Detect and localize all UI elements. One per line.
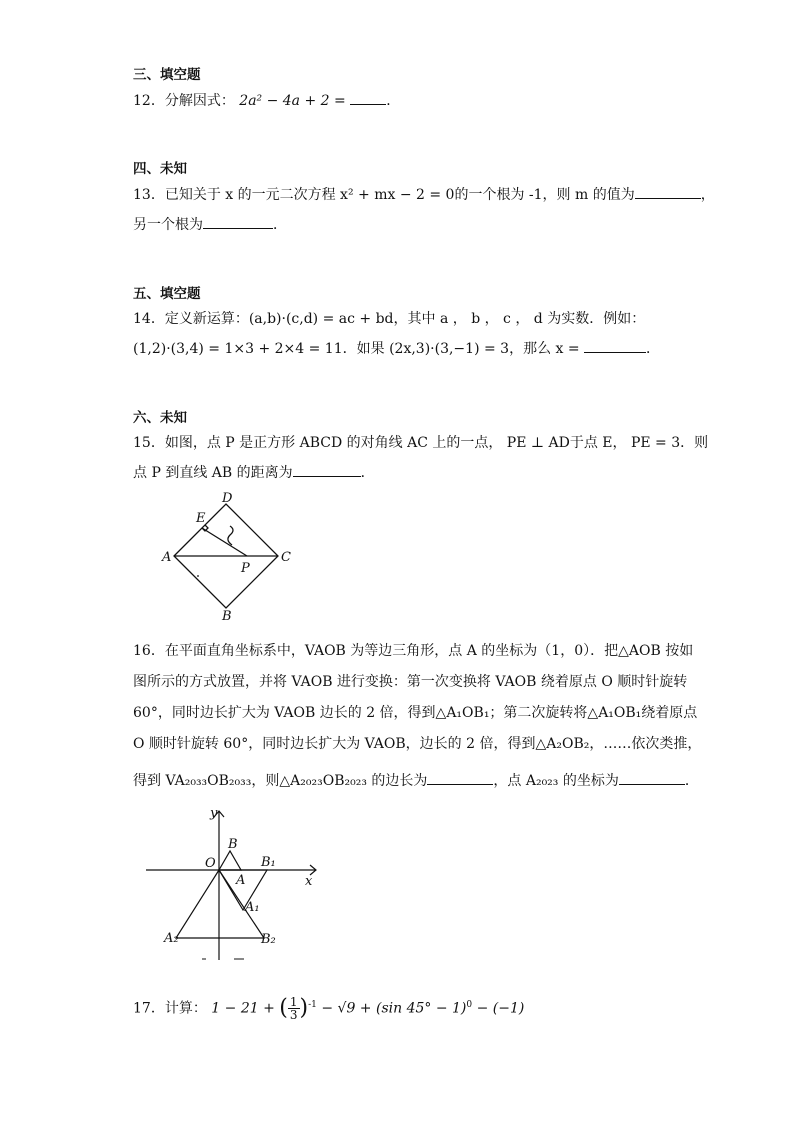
section-title-3: 三、填空题 (133, 67, 201, 83)
q13-text-2-end: ． (273, 217, 287, 233)
label-b2: B₂ (261, 932, 276, 947)
question-17 (133, 990, 525, 1023)
question-12 (133, 90, 400, 110)
q16-text-5a: 得到 VA₂₀₃₃OB₂₀₃₃，则△A₂₀₂₃OB₂₀₂₃ 的边长为 (133, 773, 428, 789)
question-13-line-2 (133, 214, 287, 234)
question-14-line-2 (133, 338, 660, 358)
q16-text-5b: ，点 A₂₀₂₃ 的坐标为 (493, 773, 619, 789)
stray-dot (197, 575, 199, 577)
q17-text: 17．计算： (133, 1000, 207, 1017)
question-16-line-3: 60°，同时边长扩大为 VAOB 边长的 2 倍，得到△A₁OB₁；第二次旋转将△A₁OB₁绕着原点 (133, 705, 698, 721)
q15-text-2-end: ． (360, 465, 375, 481)
q12-expression: 2a² − 4a + 2 = (239, 93, 346, 109)
q17-paren-open: ( (279, 995, 288, 1021)
q12-text: 分解因式： (164, 93, 235, 109)
q13-text-1-end: ， (700, 187, 715, 203)
q15-text-2: 点 P 到直线 AB 的距离为 (133, 465, 293, 481)
q17-expr-pre: 1 − 21 + (211, 1000, 275, 1017)
segment-pe (202, 528, 247, 556)
label-d: D (222, 491, 233, 506)
label-b: B (228, 837, 238, 852)
label-y-axis: y (210, 806, 218, 821)
question-14-line-1: 14．定义新运算：(a,b)·(c,d) = ac + bd，其中 a ， b ， c ， d 为实数．例如： (133, 311, 646, 327)
q16-coord-answer-blank[interactable] (619, 770, 685, 785)
q14-text-2: (1,2)·(3,4) = 1×3 + 2×4 = 11．如果 (2x,3)·(3,−1) = 3，那么 x = (133, 341, 580, 357)
section-title-5: 五、填空题 (133, 286, 201, 302)
question-16-line-1: 16．在平面直角坐标系中，VAOB 为等边三角形，点 A 的坐标为（1，0）．把△AOB 按如 (133, 643, 694, 659)
label-o: O (205, 856, 216, 871)
question-16-line-4: O 顺时针旋转 60°，同时边长扩大为 VAOB，边长的 2 倍，得到△A₂OB₂，……依次类推， (133, 736, 702, 752)
label-p: P (241, 561, 250, 576)
q17-paren-close: ) (299, 995, 309, 1021)
q17-exponent-zero: 0 (466, 1000, 473, 1010)
label-e: E (196, 511, 206, 526)
triangle-aob (219, 851, 241, 870)
label-a: A (236, 873, 246, 888)
q17-fraction (288, 996, 300, 1021)
q16-text-5c: ． (684, 773, 699, 789)
q17-expr-tail: − (−1) (476, 1000, 525, 1017)
label-a1: A₁ (245, 900, 260, 915)
q12-number: 12． (133, 93, 165, 109)
label-b1: B₁ (261, 855, 276, 870)
q14-text-2-end: ． (646, 341, 661, 357)
label-x-axis: x (305, 874, 313, 889)
question-16-line-5 (133, 770, 699, 790)
question-15-line-1: 15．如图，点 P 是正方形 ABCD 的对角线 AC 上的一点， PE ⊥ AD于点 E， PE = 3．则 (133, 435, 709, 451)
question-16-line-2: 图所示的方式放置，并将 VAOB 进行变换：第一次变换将 VAOB 绕着原点 O 顺时针旋转 (133, 674, 688, 690)
q17-exponent: -1 (308, 1000, 317, 1010)
q17-fraction-num: 1 (289, 995, 298, 1010)
q14-answer-blank[interactable] (584, 338, 646, 353)
q17-expr-post: − √9 + (sin 45° − 1) (321, 1000, 467, 1017)
question-15-line-2 (133, 462, 375, 482)
label-a: A (162, 550, 172, 565)
section-title-4: 四、未知 (133, 161, 187, 177)
q12-end: ． (386, 93, 401, 109)
label-b: B (222, 609, 232, 624)
q12-answer-blank[interactable] (350, 90, 386, 105)
q17-fraction-den: 3 (289, 1008, 298, 1023)
question-13-line-1 (133, 184, 715, 204)
section-title-6: 六、未知 (133, 410, 187, 426)
annotation-squiggle (228, 526, 233, 545)
q15-answer-blank[interactable] (293, 462, 361, 477)
q13-text-1: 13．已知关于 x 的一元二次方程 x² + mx − 2 = 0的一个根为 -1，则 m 的值为 (133, 187, 635, 203)
label-c: C (281, 550, 291, 565)
triangle-rotation-diagram (140, 805, 330, 965)
q13-m-answer-blank[interactable] (635, 184, 701, 199)
q13-text-2: 另一个根为 (133, 217, 203, 233)
label-a2: A₂ (164, 931, 179, 946)
q13-root-answer-blank[interactable] (203, 214, 273, 229)
q16-side-answer-blank[interactable] (427, 770, 493, 785)
square-diagram (150, 488, 310, 624)
